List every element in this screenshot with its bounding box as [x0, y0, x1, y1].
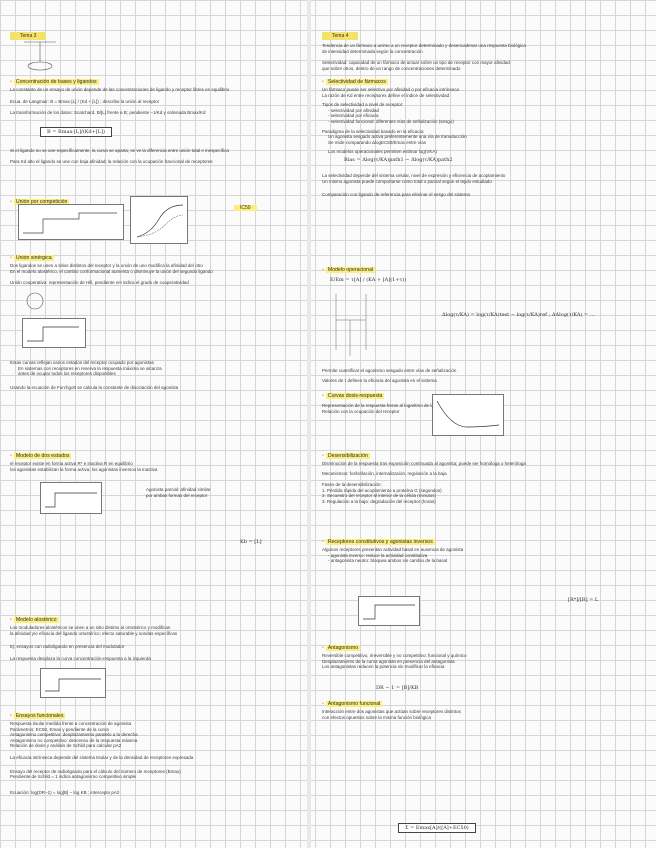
section-heading: • Unión sinérgica [10, 255, 52, 261]
text-line: La razón de Kd entre receptores define el índice de selectividad [322, 92, 450, 98]
topic-tag: Tema 4 [322, 32, 358, 40]
section-heading: • Antagonismo [322, 645, 359, 651]
text-line: Respuesta tisular medida frente a concentración de agonista [10, 721, 132, 726]
text-line: Un fármaco puede ser selectivo por afinidad o por eficacia intrínseca [322, 87, 459, 92]
section-heading: • Modelo alostérico [10, 617, 57, 623]
text-line: Si el ligando no se une específicamente, la curva se aparta; se ve la diferencia entre unión total e inespecífica [10, 147, 229, 153]
text-line: Paradigma de la selectividad basado en la eficacia: [322, 128, 425, 134]
text-line: Relación de dosis y análisis de Schild para calcular pA2 [10, 743, 122, 749]
text-line: - selectividad por afinidad [328, 107, 380, 113]
text-line: el receptor existe en forma activa R* e inactiva R en equilibrio [10, 461, 133, 466]
text-line: Representación de la respuesta frente al logaritmo de la dosis [322, 403, 446, 408]
text-line: Algunos receptores presentan actividad basal en ausencia de agonista [322, 547, 464, 552]
text-line: los agonistas estabilizan la forma activa; los agonistas inversos la inactiva [10, 466, 158, 472]
bias-formula: Bias = Δlog(τ/KA)path1 − Δlog(τ/KA)path2 [344, 156, 453, 163]
text-line: Comparación con ligando de referencia para eliminar el sesgo del sistema [322, 192, 470, 198]
text-line: La respuesta desplaza la curva concentración-respuesta a la izquierda [10, 655, 151, 661]
text-line: Selectividad: capacidad de un fármaco de actuar sobre un tipo de receptor con mayor afinidad [322, 60, 510, 66]
text-line: Para Kd alto el ligando se une con baja afinidad; la relación con la ocupación fraccional de receptores [10, 159, 213, 165]
schild-formula: DR − 1 = [B]/KB [376, 685, 419, 691]
agonist-notes: Agonista parcial: afinidad similar por ambas formas del receptor [146, 487, 211, 498]
text-line: Ecua. de Langmuir: B = Bmax·[L] / (Kd + [L]) ; describe la unión al receptor [10, 98, 160, 104]
text-line: Tendencia de un fármaco a unirse a un receptor determinado y desencadenar una respuesta biológica [322, 43, 526, 48]
text-line: La selectividad depende del sistema celular, nivel de expresión y eficiencia de acoplamiento [322, 172, 506, 178]
section-heading: • Unión por competición [10, 199, 68, 205]
bias-delta-formula: Δlog(τ/KA) = log(τ/KA)test − log(τ/KA)ref ; ΔΔlog(τ/KA) = ... [442, 312, 595, 318]
text-line: Estas curvas reflejan varios estados del receptor ocupado por agonistas [10, 360, 154, 365]
text-line: Fases de la desensibilización: [322, 482, 382, 488]
text-line: Los modelos operacionales permiten estimar log(τ/KA) [328, 149, 437, 155]
section-heading: • Antagonismo funcional [322, 701, 381, 707]
text-line: Antagonismo competitivo: desplazamiento paralelo a la derecha [10, 732, 138, 738]
competition-graph [18, 204, 124, 240]
text-line: Se mide comparando ΔlogEC50/Emax entre vías [328, 139, 427, 145]
text-line: Tipos de selectividad a nivel de receptor: [322, 102, 404, 108]
section-heading: • Modelo de dos estados [10, 453, 70, 459]
agonist-graph [40, 482, 102, 514]
text-line: La eficacia intrínseca depende del sistema tisular y de la densidad de receptores expresada [10, 754, 194, 760]
text-line: Parámetros: EC50, Emax y pendiente de la curva [10, 726, 109, 732]
text-line: - antagonista neutro: bloquea ambos sin cambio de la basal [328, 558, 448, 564]
text-line: Pendiente de Schild = 1 indica antagonismo competitivo simple [10, 774, 136, 780]
text-line: En el modelo alostérico, el cambio conformacional aumenta o disminuye la unión del segundo ligando [10, 268, 213, 274]
cycle-diagram [20, 290, 50, 312]
text-line: Interacción entre dos agonistas que actúan sobre receptores distintos [322, 709, 461, 714]
text-line: Antagonismo no competitivo: descenso de la respuesta máxima [10, 737, 138, 743]
text-line: - agonista inverso: reduce la actividad constitutiva [328, 552, 428, 558]
section-heading: • Concentración de bases y ligandos [10, 79, 97, 85]
text-line: que sobre otros, dentro de un rango de concentraciones determinado [322, 65, 461, 71]
text-line: Valores de τ definen la eficacia del agonista en el sistema [322, 377, 437, 383]
text-line: Un agonista sesgado activa preferentemente una vía de transducción [328, 134, 467, 140]
text-line: Ecuación: log(DR−1) = log[B] − log KB ; intercepto pA2 [10, 789, 120, 795]
operational-formula: E/Em = τ[A] / (KA + [A](1+τ)) [330, 277, 407, 283]
ic50-label: IC50 [234, 196, 257, 214]
section-heading: • Receptores constitutivos y agonistas inversos [322, 539, 433, 545]
text-line: Ensayo del receptor de radioligando para el cálculo del número de receptores (Bmax) [10, 768, 181, 774]
section-heading: • Desensibilización [322, 453, 368, 459]
text-line: 2. Secuestro del receptor al interior de la célula (minutos) [322, 493, 437, 499]
text-line: Dos ligandos se unen a sitios distintos del receptor y la unión de uno modifica la afinidad del otro [10, 263, 203, 268]
text-line: 3. Regulación a la baja: degradación del receptor (horas) [322, 498, 436, 504]
boxed-formula: B = Bmax·[L]/(Kd+[L]) [40, 127, 112, 137]
text-line: La constante de un ensayo de unión depende de las concentraciones de ligando y receptor libres en equilibrio [10, 87, 230, 92]
text-line: Usando la ecuación de Furchgott se calcula la constante de disociación del agonista [10, 384, 179, 390]
text-line: Los antagonistas reducen la potencia sin modificar la eficacia [322, 664, 445, 670]
text-line: la afinidad y/o eficacia del ligando ortostérico; efecto saturable y sondas específicas [10, 630, 178, 636]
text-line: de intensidad determinada según la concentración [322, 48, 423, 54]
topic-tag: Tema 3 [10, 32, 46, 40]
text-line: La transformación de los datos: Scatchard, B/[L] frente a B; pendiente −1/Kd y ordenada Bmax/Kd [10, 110, 206, 116]
text-line: con efectos opuestos sobre la misma función biológica [322, 714, 432, 720]
right-column [318, 0, 652, 848]
text-line: Reversible competitivo, irreversible y no competitivo; funcional y químico [322, 653, 467, 658]
text-line: Mecanismos: fosforilación, internalización, regulación a la baja [322, 470, 447, 476]
text-line: Unión cooperativa: representación de Hill, pendiente nH indica el grado de cooperatividad [10, 280, 189, 286]
text-line: Permite cuantificar el agonismo sesgado entre vías de señalización [322, 368, 457, 373]
receptor-diagram [20, 36, 68, 72]
constitutive-graph [358, 596, 420, 626]
pathway-tree-diagram [322, 290, 392, 362]
summary-formula-box: Σ = Emax[A]/([A]+EC50) [392, 816, 476, 834]
text-line: 1. Pérdida rápida del acoplamiento a proteína G (segundos) [322, 487, 442, 493]
text-line: Disminución de la respuesta tras exposición continuada al agonista; puede ser homóloga o heteróloga [322, 461, 526, 466]
text-line: - selectividad por eficacia [328, 113, 379, 119]
section-heading: • Ensayos funcionales [10, 713, 64, 719]
text-line: En sistemas con receptores en reserva la respuesta máxima se alcanza [18, 365, 162, 371]
text-line: Desplazamiento de la curva agonista en presencia del antagonista [322, 658, 455, 664]
constitutive-formula: [R*]/[R] = L [568, 597, 599, 603]
binding-curve-graph [130, 196, 188, 244]
dose-response-graph [432, 394, 504, 436]
section-heading: • Selectividad de fármacos [322, 79, 386, 85]
text-line: Un mismo agonista puede comportarse como total o parcial según el tejido estudiado [322, 178, 492, 184]
text-line: Ej: ensayos con radioligando en presencia del modulador [10, 644, 125, 650]
two-state-graph [22, 318, 86, 348]
section-heading: • Curvas dosis-respuesta [322, 393, 383, 399]
section-heading: • Modelo operacional [322, 267, 374, 273]
text-line: Relación con la ocupación del receptor [322, 408, 400, 414]
text-line: Los moduladores alostéricos se unen a un sitio distinto al ortostérico y modifican [10, 625, 171, 630]
text-line: - selectividad funcional: diferentes vías de señalización (sesgo) [328, 118, 454, 124]
kb-formula: Kb = [L] [240, 539, 262, 545]
left-column [6, 0, 326, 848]
allosteric-graph [40, 668, 106, 698]
text-line: antes de ocupar todos los receptores disponibles [18, 371, 116, 377]
